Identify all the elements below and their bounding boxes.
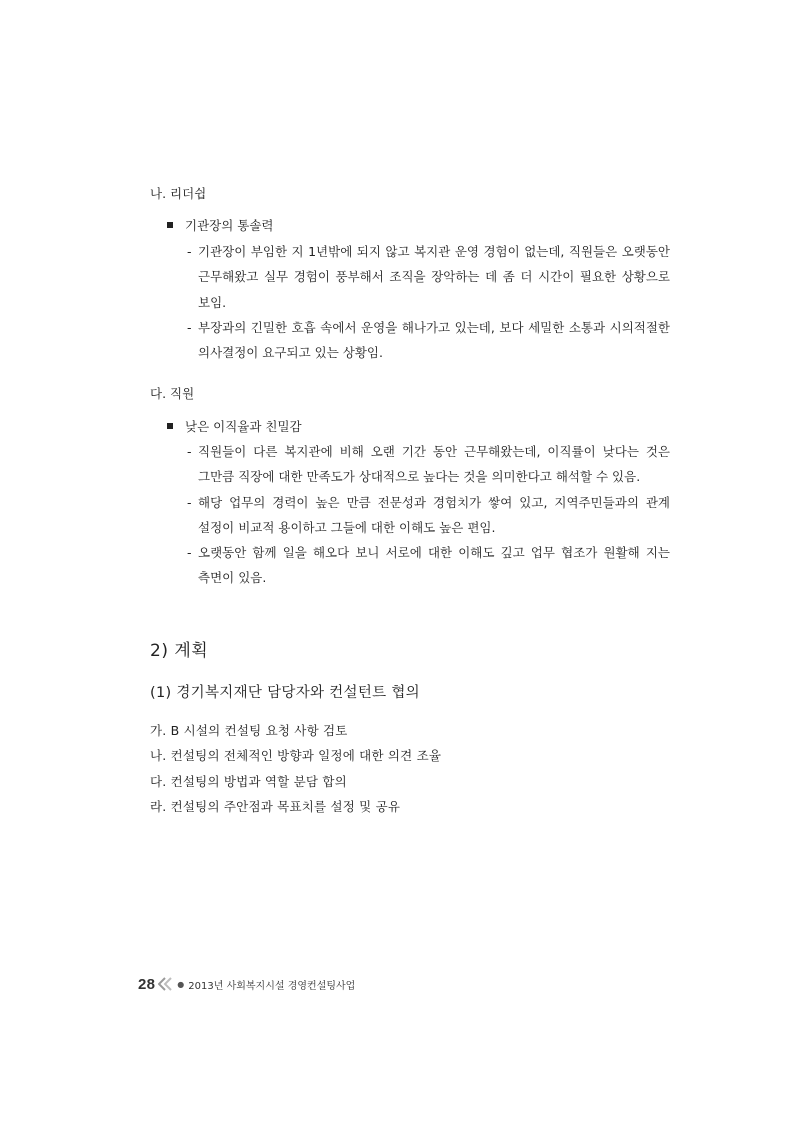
bullet-point: [150, 419, 670, 435]
section-title: 2) 계획: [150, 641, 209, 661]
section-heading: 나. 리더쉽: [150, 186, 207, 201]
list-item-text: 부장과의 긴밀한 호흡 속에서 운영을 해나가고 있는데, 보다 세밀한 소통과 시의적절한 의사결정이 요구되고 있는 상황임.: [198, 319, 670, 361]
list-item: 다. 컨설팅의 방법과 역할 분담 합의: [150, 773, 347, 789]
list-item-text: 기관장이 부임한 지 1년밖에 되지 않고 복지관 운영 경험이 없는데, 직원들은 오랫동안 근무해왔고 실무 경험이 풍부해서 조직을 장악하는 데 좀 더 시간이 필요한 상황으로 보임.: [198, 244, 670, 310]
list-item: 나. 컨설팅의 전체적인 방향과 일정에 대한 의견 조율: [150, 748, 442, 764]
dash-list: [150, 439, 670, 591]
section-staff: [150, 386, 670, 591]
dash-marker: -: [187, 545, 192, 561]
subsection-title: (1) 경기복지재단 담당자와 컨설턴트 협의: [150, 685, 420, 701]
list-item-text: 해당 업무의 경력이 높은 만큼 전문성과 경험치가 쌓여 있고, 지역주민들과의 관계 설정이 비교적 용이하고 그들에 대한 이해도 높은 편임.: [198, 494, 670, 535]
bullet-label: 낮은 이직율과 친밀감: [185, 419, 302, 434]
list-item-text: 직원들이 다른 복지관에 비해 오랜 기간 동안 근무해왔는데, 이직률이 낮다는 것은 그만큼 직장에 대한 만족도가 상대적으로 높다는 것을 의미한다고 해석할 수 있음.: [198, 444, 670, 485]
dash-marker: -: [187, 244, 192, 259]
list-item: [150, 315, 670, 366]
list-item: 라. 컨설팅의 주안점과 목표치를 설정 및 공유: [150, 798, 401, 814]
dash-marker: -: [187, 444, 192, 459]
list-item: [150, 239, 670, 315]
page-footer: [138, 973, 355, 995]
list-item: [150, 540, 670, 591]
section-leadership: [150, 186, 670, 365]
square-bullet-icon: [167, 222, 173, 228]
dash-marker: -: [187, 494, 192, 510]
list-item: [150, 439, 670, 490]
double-chevron-left-icon: [158, 977, 174, 991]
list-item: 가. B 시설의 컨설팅 요청 사항 검토: [150, 723, 348, 738]
list-item-text: 오랫동안 함께 일을 해오다 보니 서로에 대한 이해도 깊고 업무 협조가 원활해 지는 측면이 있음.: [198, 545, 670, 586]
bullet-label: 기관장의 통솔력: [185, 218, 274, 233]
footer-title: 2013년 사회복지시설 경영컨설팅사업: [188, 980, 356, 992]
dash-marker: -: [187, 319, 192, 335]
bullet-point: [150, 218, 670, 234]
page-number: 28: [138, 975, 156, 993]
dash-list: [150, 239, 670, 365]
footer-dot-icon: ●: [177, 979, 185, 989]
square-bullet-icon: [167, 423, 173, 429]
plan-list: [150, 718, 670, 819]
list-item: [150, 490, 670, 541]
section-heading: 다. 직원: [150, 386, 195, 401]
